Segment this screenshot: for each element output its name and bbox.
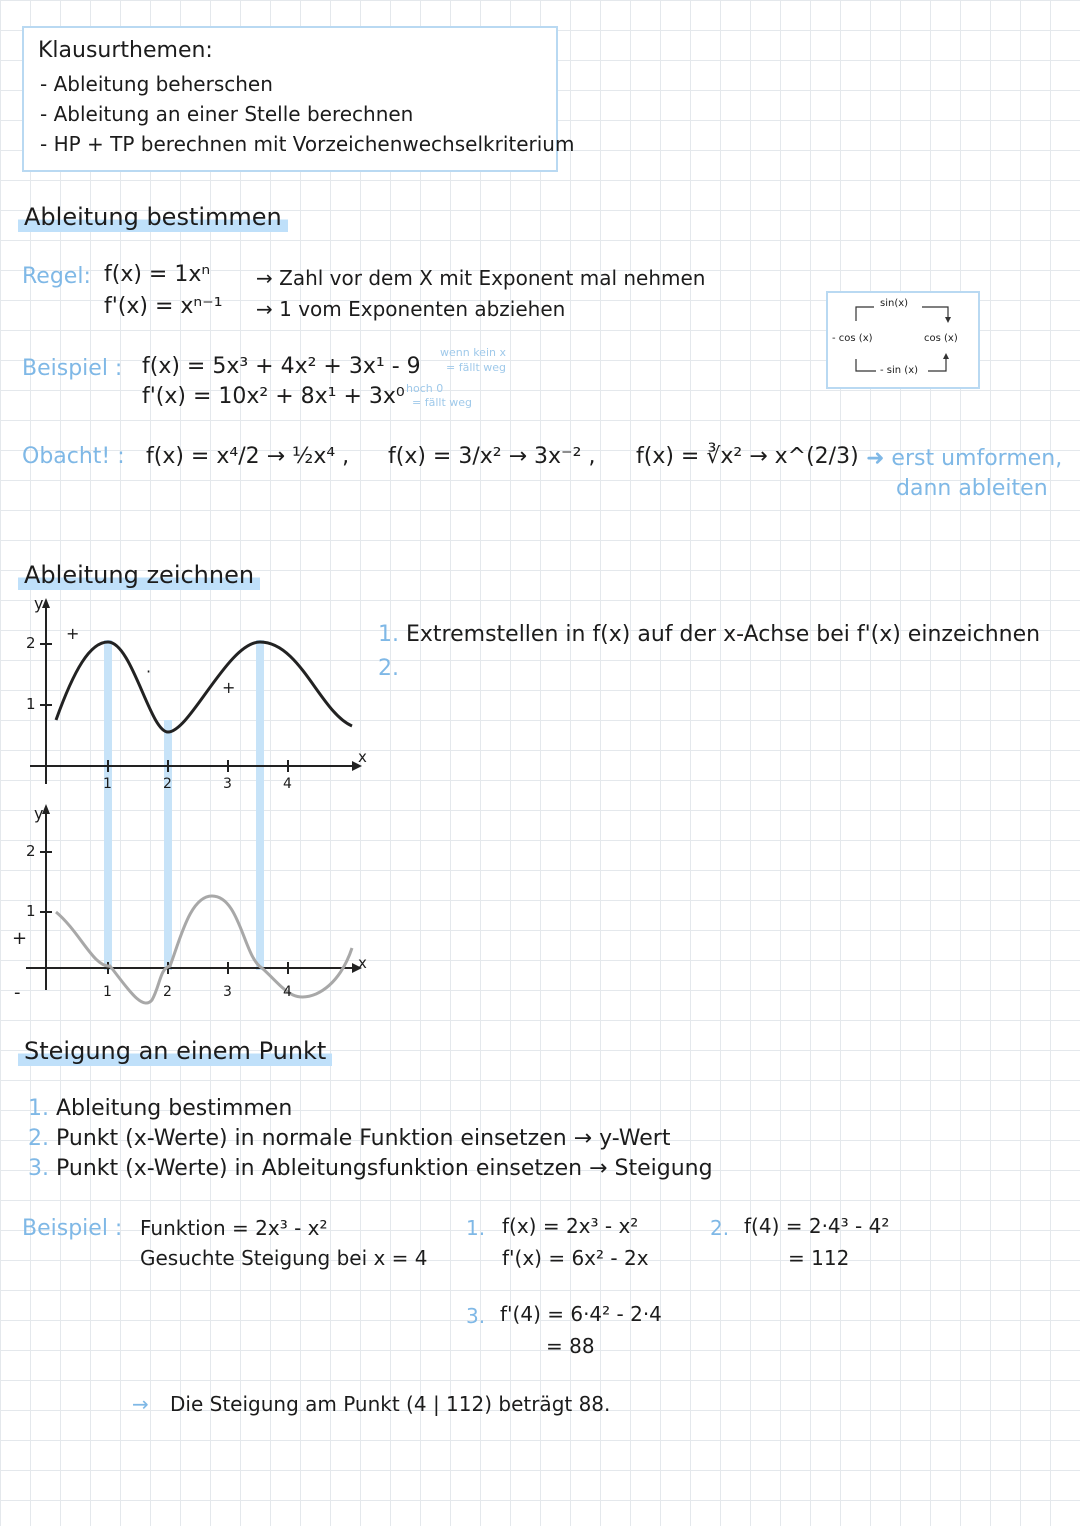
annotation-falls-away: = fällt weg [446, 361, 506, 374]
solution-step-2-number: 2. [710, 1216, 730, 1240]
top-graph-xtick: 2 [163, 776, 172, 792]
exam-topics-title: Klausurthemen: [38, 38, 213, 63]
obacht-example-reciprocal: f(x) = 3/x² → 3x⁻² , [388, 444, 596, 469]
guide-line-x4 [256, 640, 264, 970]
bottom-graph-x-label: x [358, 954, 367, 972]
trig-cos: cos (x) [924, 333, 958, 344]
steigung-target: Gesuchte Steigung bei x = 4 [140, 1246, 428, 1270]
trig-sin: sin(x) [880, 298, 909, 309]
bottom-graph-xtick: 1 [103, 984, 112, 1000]
obacht-label: Obacht! : [22, 444, 125, 469]
steigung-step-1: 1. Ableitung bestimmen [28, 1096, 293, 1121]
drawing-step-1: 1. Extremstellen in f(x) auf der x-Achse bei f'(x) einzeichnen [378, 622, 1041, 647]
solution-y-value-calc: f(4) = 2·4³ - 4² [744, 1214, 890, 1238]
annotation-falls-away: = fällt weg [412, 396, 472, 409]
example-function: f(x) = 5x³ + 4x² + 3x¹ - 9 [142, 354, 421, 379]
section-heading-ableitung-bestimmen: Ableitung bestimmen [18, 202, 288, 232]
solution-derivative: f'(x) = 6x² - 2x [502, 1246, 649, 1270]
regel-label: Regel: [22, 264, 91, 289]
top-graph-xtick: 3 [223, 776, 232, 792]
rule-note-multiply: → Zahl vor dem X mit Exponent mal nehmen [256, 266, 706, 290]
section-heading-steigung: Steigung an einem Punkt [18, 1036, 332, 1066]
derivative-sketch-curve [56, 896, 352, 1003]
top-graph-xtick: 1 [103, 776, 112, 792]
annotation-power-zero: hoch 0 [406, 382, 444, 395]
top-graph-x-label: x [358, 748, 367, 766]
guide-line-x1 [104, 640, 112, 970]
example-derivative: f'(x) = 10x² + 8x¹ + 3x⁰ [142, 384, 405, 409]
conclusion-arrow: → [132, 1392, 149, 1416]
solution-step-3-number: 3. [466, 1304, 486, 1328]
top-graph-ytick-2: 2 [26, 634, 36, 652]
solution-slope-value: = 88 [546, 1334, 595, 1358]
top-graph-ytick-1: 1 [26, 695, 36, 713]
bottom-graph-xtick: 2 [163, 984, 172, 1000]
beispiel-label: Beispiel : [22, 356, 123, 381]
slope-sign-dot: · [146, 662, 152, 681]
solution-function: f(x) = 2x³ - x² [502, 1214, 639, 1238]
annotation-no-x: wenn kein x [440, 346, 506, 359]
obacht-example-root: f(x) = ∛x² → x^(2/3) [636, 444, 859, 469]
rule-derivative: f'(x) = xⁿ⁻¹ [104, 294, 223, 319]
exam-topics-box [22, 26, 575, 172]
top-graph-xtick: 4 [283, 776, 292, 792]
bottom-graph-xtick: 4 [283, 984, 292, 1000]
steigung-beispiel-label: Beispiel : [22, 1216, 123, 1241]
steigung-step-2: 2. Punkt (x-Werte) in normale Funktion einsetzen → y-Wert [28, 1126, 671, 1151]
slope-sign-plus: + [222, 678, 236, 697]
conclusion-text: Die Steigung am Punkt (4 | 112) beträgt 88. [170, 1392, 611, 1416]
sign-minus-marker: - [14, 982, 21, 1003]
rule-function: f(x) = 1xⁿ [104, 262, 211, 287]
sign-plus-marker: + [12, 928, 28, 949]
trig-derivative-cycle [826, 291, 980, 389]
top-graph-y-label: y [34, 594, 44, 613]
obacht-note-transform: ➜ erst umformen, [866, 446, 1063, 471]
derivative-sketch-graphs [0, 590, 380, 1030]
obacht-example-fraction: f(x) = x⁴/2 → ½x⁴ , [146, 444, 350, 469]
steigung-step-3: 3. Punkt (x-Werte) in Ableitungsfunktion einsetzen → Steigung [28, 1156, 713, 1181]
slope-sign-plus: + [66, 624, 80, 643]
exam-topic-item: - Ableitung an einer Stelle berechnen [40, 102, 414, 126]
bottom-graph-y-label: y [34, 804, 44, 823]
trig-neg-sin: - sin (x) [880, 365, 919, 376]
exam-topic-item: - Ableitung beherschen [40, 72, 273, 96]
bottom-graph-ytick-2: 2 [26, 842, 36, 860]
drawing-step-2-number: 2. [378, 656, 399, 681]
bottom-graph-ytick-1: 1 [26, 902, 36, 920]
section-heading-ableitung-zeichnen: Ableitung zeichnen [18, 560, 260, 590]
function-curve [56, 642, 352, 732]
trig-neg-cos: - cos (x) [832, 333, 873, 344]
obacht-note-derive: dann ableiten [896, 476, 1048, 501]
solution-step-1-number: 1. [466, 1216, 486, 1240]
rule-note-subtract: → 1 vom Exponenten abziehen [256, 297, 566, 321]
solution-slope-calc: f'(4) = 6·4² - 2·4 [500, 1302, 662, 1326]
solution-y-value: = 112 [788, 1246, 850, 1270]
exam-topic-item: - HP + TP berechnen mit Vorzeichenwechselkriterium [40, 132, 575, 156]
steigung-function: Funktion = 2x³ - x² [140, 1216, 328, 1240]
bottom-graph-xtick: 3 [223, 984, 232, 1000]
guide-line-x2 [164, 720, 172, 970]
